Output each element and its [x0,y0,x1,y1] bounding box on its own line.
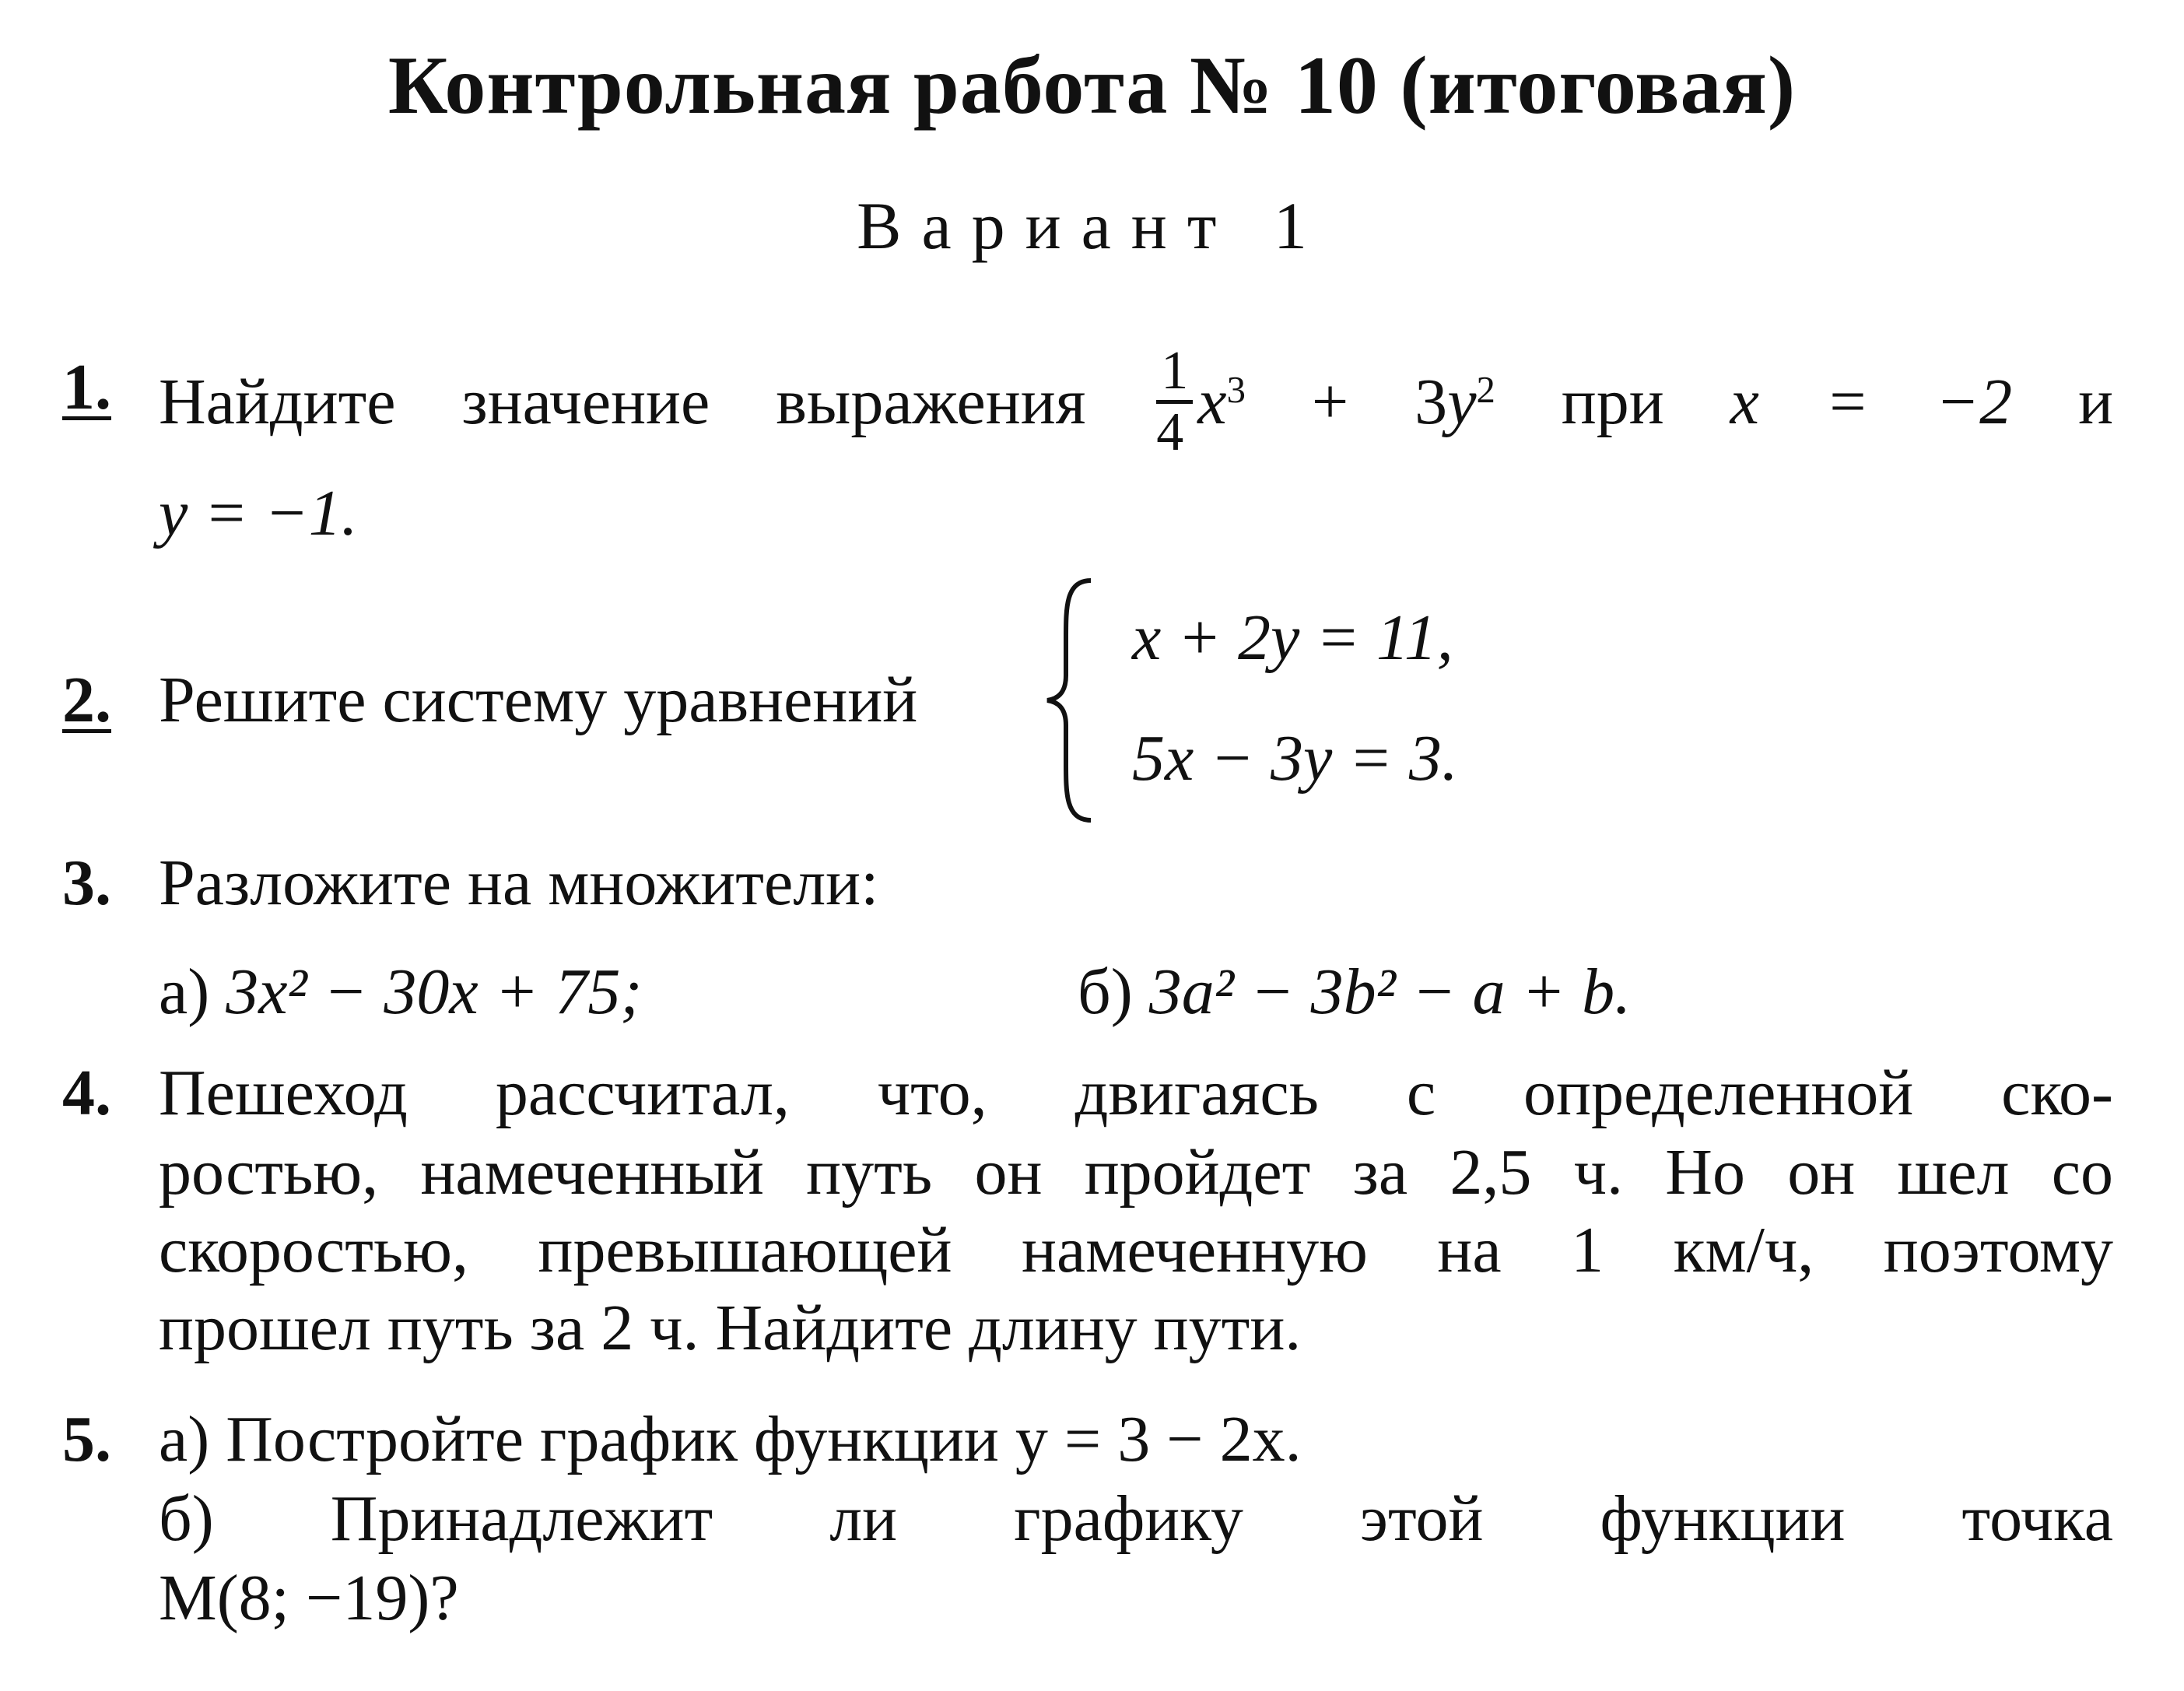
system-brace [1043,576,1097,825]
task-3-number: 3. [62,847,111,919]
system-equation-2: 5x − 3y = 3. [1132,722,1458,795]
task-1-cond-y: y = −1. [159,477,358,549]
task-1-expression: $\frac{1}{4}$ $x^3 + 3y^2$ [1156,341,1495,462]
task-3-part-b-expression: 3a² − 3b² − a + b. [1148,956,1632,1028]
task-3-part-a-label: а) [159,956,210,1028]
task-3-part-a [159,953,642,1031]
task-2-number: 2. [62,664,111,736]
task-4-line-1: Пешеход рассчитал, что, двигаясь с определенной ско- [159,1057,2113,1129]
task-5-part-a: а) Постройте график функции y = 3 − 2x. [159,1403,1302,1475]
task-4-line-4: прошел путь за 2 ч. Найдите длину пути. [159,1292,1302,1364]
task-5-part-b-line-1: б) Принадлежит ли графику этой функции точка [159,1482,2113,1555]
task-1-text: Найдите значение выражения [159,365,1086,438]
task-3-part-b [1078,953,1631,1031]
task-1-number: 1. [62,351,111,423]
task-1-fraction: $\frac{1}{4}$ [1156,342,1193,461]
task-1-cond-word: при [1561,365,1664,438]
task-4-line-3: скоростью, превышающей намеченную на 1 км/ч, поэтому [159,1214,2113,1286]
page-title: Контрольная работа № 10 (итоговая) [387,40,1797,131]
task-1-cond-and: и [2078,365,2114,438]
system-equation-1: x + 2y = 11, [1132,602,1453,674]
task-3-part-a-expression: 3x² − 30x + 75; [226,956,643,1028]
task-2-text: Решите систему уравнений [159,664,918,736]
variant-heading: Вариант 1 [857,188,1327,263]
task-5-part-b-line-2: M(8; −19)? [159,1562,459,1634]
task-1-line-1 [159,341,2114,468]
task-5-number: 5. [62,1403,111,1475]
task-1-cond-x: x = −2 [1730,365,2013,438]
task-4-line-2: ростью, намеченный путь он пройдет за 2,5 ч. Но он шел со [159,1136,2113,1209]
task-4-number: 4. [62,1057,111,1129]
task-3-part-b-label: б) [1078,956,1133,1028]
task-3-text: Разложите на множители: [159,847,879,919]
